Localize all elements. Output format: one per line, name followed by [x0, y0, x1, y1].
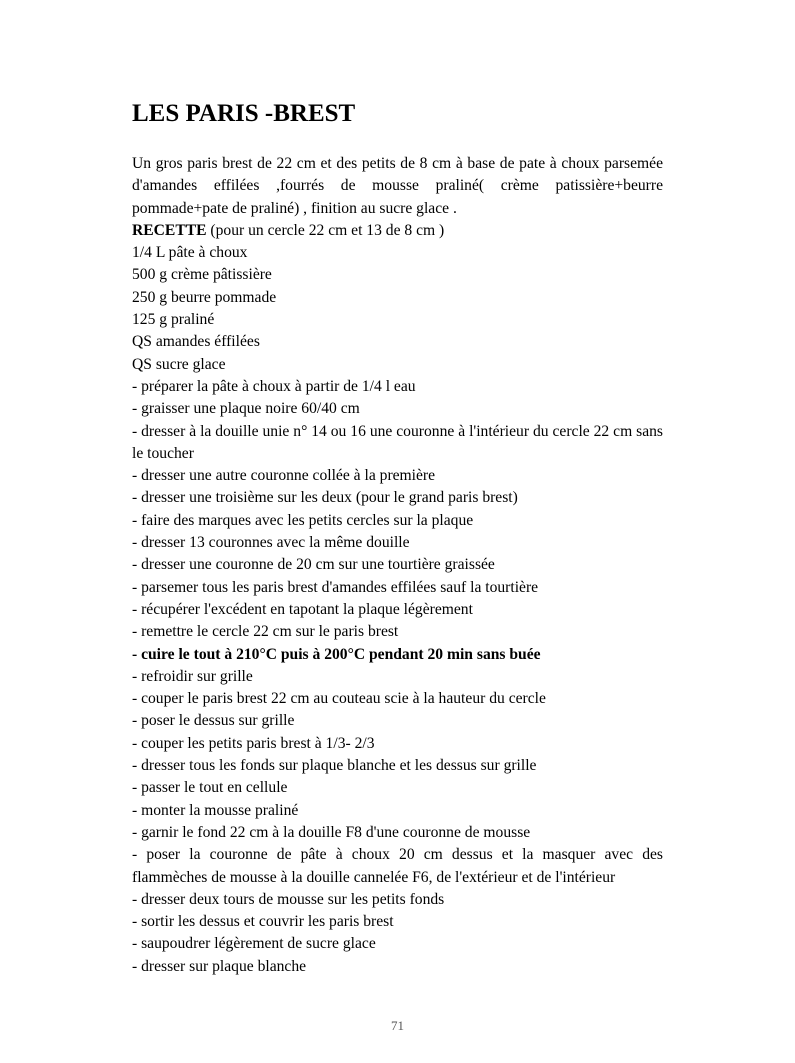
document-page — [132, 96, 663, 978]
step-item: - graisser une plaque noire 60/40 cm — [132, 400, 360, 418]
step-item: - refroidir sur grille — [132, 667, 253, 685]
step-item: - couper le paris brest 22 cm au couteau scie à la hauteur du cercle — [132, 690, 546, 708]
ingredient-list — [132, 242, 663, 376]
step-item: - parsemer tous les paris brest d'amandes effilées sauf la tourtière — [132, 578, 539, 596]
recipe-heading-note: (pour un cercle 22 cm et 13 de 8 cm ) — [206, 221, 445, 239]
step-item: - récupérer l'excédent en tapotant la plaque légèrement — [132, 600, 473, 618]
recipe-heading-line — [132, 220, 663, 242]
step-item: - sortir les dessus et couvrir les paris brest — [132, 913, 394, 931]
page-number: 71 — [391, 1018, 404, 1033]
step-item: - dresser une troisième sur les deux (pour le grand paris brest) — [132, 489, 518, 507]
step-item: - poser le dessus sur grille — [132, 712, 295, 730]
step-item: - garnir le fond 22 cm à la douille F8 d'une couronne de mousse — [132, 823, 531, 841]
step-item: - monter la mousse praliné — [132, 801, 299, 819]
ingredient-item: 125 g praliné — [132, 311, 215, 329]
step-list — [132, 376, 663, 978]
bold-step-item: - cuire le tout à 210°C puis à 200°C pendant 20 min sans buée — [132, 645, 541, 663]
ingredient-item: 250 g beurre pommade — [132, 288, 277, 306]
intro-paragraph: Un gros paris brest de 22 cm et des petits de 8 cm à base de pate à choux parsemée d'amandes effilées ,fourrés de mousse praliné( crème patissière+beurre pommade+pate de praliné) , finition au sucre glace . — [132, 155, 663, 217]
step-item: - poser la couronne de pâte à choux 20 cm dessus et la masquer avec des flammèches de mousse à la douille cannelée F6, de l'extérieur et de l'intérieur — [132, 846, 663, 886]
ingredient-item: QS amandes éffilées — [132, 333, 260, 351]
page-title: LES PARIS -BREST — [132, 100, 356, 127]
step-item: - dresser à la douille unie n° 14 ou 16 une couronne à l'intérieur du cercle 22 cm sans le toucher — [132, 422, 663, 462]
step-item: - dresser une couronne de 20 cm sur une tourtière graissée — [132, 556, 495, 574]
step-item: - dresser tous les fonds sur plaque blanche et les dessus sur grille — [132, 757, 537, 775]
step-item: - dresser une autre couronne collée à la première — [132, 467, 436, 485]
step-item: - saupoudrer légèrement de sucre glace — [132, 935, 376, 953]
recipe-heading: RECETTE — [132, 221, 207, 239]
step-item: - remettre le cercle 22 cm sur le paris brest — [132, 623, 399, 641]
step-item: - faire des marques avec les petits cercles sur la plaque — [132, 511, 474, 529]
step-item: - passer le tout en cellule — [132, 779, 288, 797]
step-item: - dresser sur plaque blanche — [132, 957, 307, 975]
ingredient-item: 500 g crème pâtissière — [132, 266, 272, 284]
ingredient-item: QS sucre glace — [132, 355, 226, 373]
step-item: - dresser 13 couronnes avec la même douille — [132, 534, 410, 552]
step-item: - préparer la pâte à choux à partir de 1/4 l eau — [132, 377, 416, 395]
step-item: - dresser deux tours de mousse sur les petits fonds — [132, 890, 445, 908]
ingredient-item: 1/4 L pâte à choux — [132, 244, 248, 262]
step-item: - couper les petits paris brest à 1/3- 2/3 — [132, 734, 375, 752]
